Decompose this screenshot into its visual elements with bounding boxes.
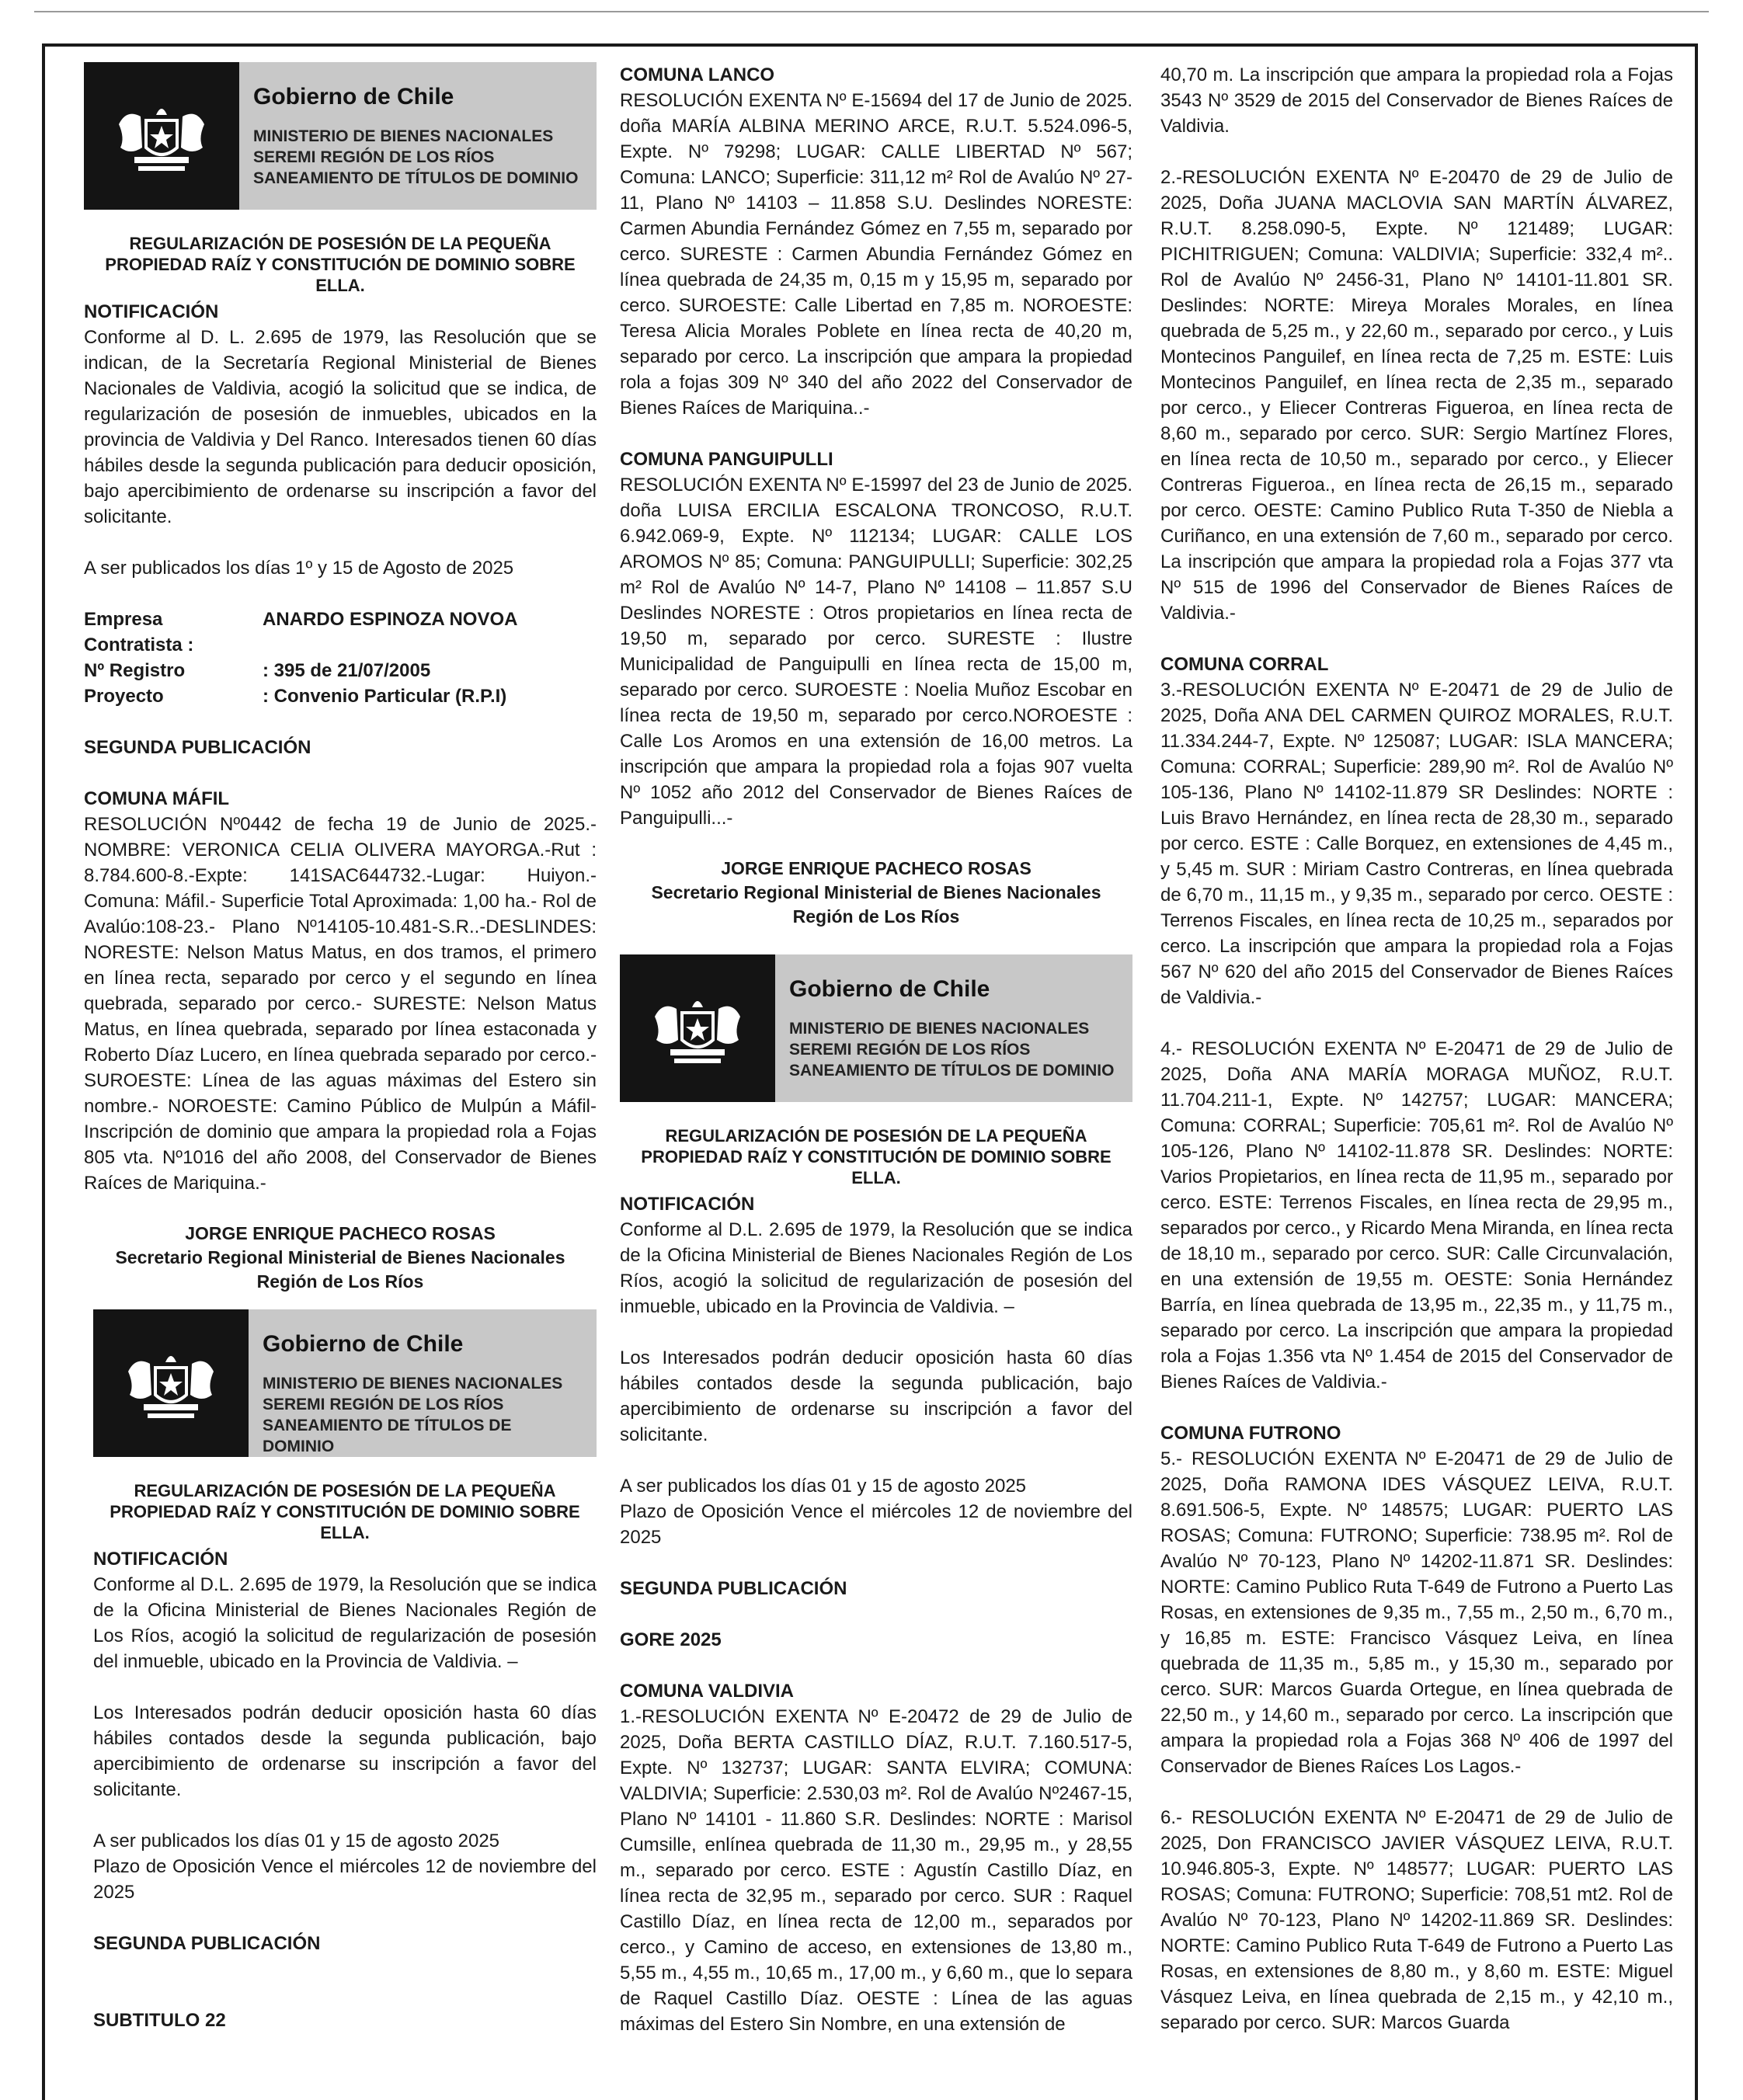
- comuna-panguipulli-heading: COMUNA PANGUIPULLI: [620, 449, 833, 470]
- registro-row: Nº Registro : 395 de 21/07/2005: [84, 660, 431, 681]
- empresa-row: Empresa Contratista : ANARDO ESPINOZA NOVOA: [84, 609, 518, 655]
- dept-line: SANEAMIENTO DE TÍTULOS DE DOMINIO: [253, 169, 579, 187]
- signature-block: JORGE ENRIQUE PACHECO ROSAS Secretario Regional Ministerial de Bienes Nacionales Región de Los Ríos: [115, 1223, 565, 1292]
- chile-coat-of-arms-logo: [620, 954, 775, 1102]
- banner-text: Gobierno de Chile MINISTERIO DE BIENES NACIONALES SEREMI REGIÓN DE LOS RÍOS SANEAMIENTO DE TÍTULOS DE DOMINIO: [249, 1309, 597, 1457]
- plazo-text-2: Plazo de Oposición Vence el miércoles 12 de noviembre del 2025: [620, 1501, 1132, 1548]
- column-2: [620, 62, 1132, 2037]
- resolucion-futrono-5: 5.- RESOLUCIÓN EXENTA Nº E-20471 de 29 de Julio de 2025, Doña RAMONA IDES VÁSQUEZ LEIVA, R.U.T. 8.691.506-5, Expte. Nº 148575; LUGAR: PUERTO LAS ROSAS; Comuna: FUTRONO; Superficie: 738.95 m². Rol de Avalúo Nº 70-123, Plano Nº 14202-11.871 SR. Deslindes: NORTE: Camino Publico Ruta T-649 de Futrono a Puerto Las Rosas, en extensiones de 9,35 m., 7,55 m., 2,50 m., 6,70 m., y 16,85 m. ESTE: Francisco Vásquez Leiva, en línea quebrada de 11,35 m., 5,85 m., y 15,30 m., separado por cerco. SUR: Marcos Guarda Ortegue, en línea quebrada de 22,50 m., y 14,60 m., separado por cerco. La inscripción que ampara la propiedad rola a Fojas 368 Nº 406 de 1997 del Conservador de Bienes Raíces Los Lagos.-: [1160, 1448, 1673, 1777]
- segunda-publicacion-3: SEGUNDA PUBLICACIÓN: [620, 1578, 847, 1599]
- comuna-corral-heading: COMUNA CORRAL: [1160, 654, 1329, 675]
- resolucion-corral-4: 4.- RESOLUCIÓN EXENTA Nº E-20471 de 29 de Julio de 2025, Doña ANA MARÍA MORAGA MUÑOZ, R.U.T. 11.704.211-1, Expte. Nº 142757; LUGAR: MANCERA; Comuna: CORRAL; Superficie: 705,61 m². Rol de Avalúo Nº 105-126, Plano Nº 14102-11.878 SR. Deslindes: NORTE: Varios Propietarios, en línea recta de 11,95 m., separado por cerco. ESTE: Terrenos Fiscales, en línea recta de 29,95 m., separados por cerco., y Ricardo Mena Miranda, en línea recta de 18,10 m., separado por cerco. SUR: Calle Circunvalación, en una extensión de 19,55 m. OESTE: Sonia Hernández Barría, en línea quebrada de 13,95 m., 22,35 m., y 11,75 m., separado por cerco. La inscripción que ampara la propiedad rola a Fojas 1.356 vta Nº 1.454 de 2015 del Conservador de Bienes Raíces de Valdivia.-: [1160, 1038, 1673, 1392]
- oposicion-text: Los Interesados podrán deducir oposición hasta 60 días hábiles contados desde la segunda publicación, bajo apercibimiento de ordenarse su inscripción a favor del solicitante.: [93, 1702, 597, 1800]
- reg-title-3: REGULARIZACIÓN DE POSESIÓN DE LA PEQUEÑA PROPIEDAD RAÍZ Y CONSTITUCIÓN DE DOMINIO SOBRE ELLA.: [641, 1126, 1112, 1187]
- intro-text: Conforme al D. L. 2.695 de 1979, las Resolución que se indican, de la Secretaría Regional Ministerial de Bienes Nacionales de Valdivia, acogió la solicitud que se indica, de regularización de posesión de inmuebles, ubicados en la provincia de Valdivia y Del Ranco. Interesados tienen 60 días hábiles desde la segunda publicación para deducir oposición, bajo apercibimiento de ordenarse su inscripción a favor del solicitante.: [84, 327, 597, 527]
- notificacion-heading-3: NOTIFICACIÓN: [620, 1194, 755, 1215]
- chile-coat-of-arms-logo: [84, 62, 239, 210]
- banner-text: [239, 62, 597, 210]
- resolucion-panguipulli: RESOLUCIÓN EXENTA Nº E-15997 del 23 de Junio de 2025. doña LUISA ERCILIA ESCALONA TRONCOSO, R.U.T. 6.942.069-9, Expte. Nº 112134; LUGAR: CALLE LOS AROMOS Nº 85; Comuna: PANGUIPULLI; Superficie: 302,25 m² Rol de Avalúo Nº 14-7, Plano Nº 14108 – 11.857 S.U Deslindes NORESTE : Otros propietarios en línea recta de 19,50 m, separado por cerco. SURESTE : Ilustre Municipalidad de Panguipulli en línea recta de 15,00 m, separado por cerco. SUROESTE : Noelia Muñoz Escobar en línea recta de 19,50 m, separado por cerco.NOROESTE : Calle Los Aromos en una extensión de 16,00 metros. La inscripción que ampara la propiedad rola a fojas 907 vuelta Nº 1052 año 2012 del Conservador de Bienes Raíces de Panguipulli...-: [620, 475, 1132, 829]
- coat-of-arms-icon: [113, 1340, 229, 1426]
- signature-block-2: JORGE ENRIQUE PACHECO ROSAS Secretario Regional Ministerial de Bienes Nacionales Región de Los Ríos: [651, 858, 1101, 927]
- gov-banner-2: [93, 1309, 597, 1457]
- comuna-futrono-heading: COMUNA FUTRONO: [1160, 1423, 1341, 1444]
- reg-title-2: REGULARIZACIÓN DE POSESIÓN DE LA PEQUEÑA PROPIEDAD RAÍZ Y CONSTITUCIÓN DE DOMINIO SOBRE ELLA.: [110, 1481, 580, 1542]
- chile-coat-of-arms-logo: [93, 1309, 249, 1457]
- coat-of-arms-icon: [639, 986, 756, 1071]
- comuna-lanco-heading: COMUNA LANCO: [620, 64, 775, 85]
- gore-heading: GORE 2025: [620, 1629, 722, 1650]
- notificacion-heading: NOTIFICACIÓN: [84, 301, 219, 322]
- comuna-valdivia-heading: COMUNA VALDIVIA: [620, 1681, 794, 1702]
- column-3: [1160, 62, 1673, 2036]
- ministry-line: MINISTERIO DE BIENES NACIONALES: [253, 127, 554, 145]
- publication-dates: A ser publicados los días 1º y 15 de Agosto de 2025: [84, 558, 514, 579]
- resolucion-valdivia-1-cont: 40,70 m. La inscripción que ampara la propiedad rola a Fojas 3543 Nº 3529 de 2015 del Conservador de Bienes Raíces de Valdivia.: [1160, 64, 1673, 137]
- reg-title: REGULARIZACIÓN DE POSESIÓN DE LA PEQUEÑA PROPIEDAD RAÍZ Y CONSTITUCIÓN DE DOMINIO SOBRE ELLA.: [105, 234, 576, 295]
- oposicion-text-2: Los Interesados podrán deducir oposición hasta 60 días hábiles contados desde la segunda publicación, bajo apercibimiento de ordenarse su inscripción a favor del solicitante.: [620, 1347, 1132, 1445]
- resolucion-futrono-6: 6.- RESOLUCIÓN EXENTA Nº E-20471 de 29 de Julio de 2025, Don FRANCISCO JAVIER VÁSQUEZ LEIVA, R.U.T. 10.946.805-3, Expte. Nº 148577; LUGAR: PUERTO LAS ROSAS; Comuna: FUTRONO; Superficie: 708,51 mt2. Rol de Avalúo Nº 70-123, Plano Nº 14202-11.869 SR. Deslindes: NORTE: Camino Publico Ruta T-649 de Futrono a Puerto Las Rosas, en extensiones de 8,80 m., y 8,60 m. ESTE: Miguel Vásquez Leiva, en línea quebrada de 2,15 m., y 42,10 m., separado por cerco. SUR: Marcos Guarda: [1160, 1807, 1673, 2033]
- publication-dates-3: A ser publicados los días 01 y 15 de agosto 2025: [620, 1476, 1027, 1497]
- resolucion-valdivia-1: 1.-RESOLUCIÓN EXENTA Nº E-20472 de 29 de Julio de 2025, Doña BERTA CASTILLO DÍAZ, R.U.T. 7.160.517-5, Expte. Nº 132737; LUGAR: SANTA ELVIRA; COMUNA: VALDIVIA; Superficie: 2.530,03 m². Rol de Avalúo Nº2467-15, Plano Nº 14101 - 11.860 S.R. Deslindes: NORTE : Marisol Cumsille, enlínea quebrada de 11,30 m., 29,95 m., y 28,55 m., separado por cerco. ESTE : Agustín Castillo Díaz, en línea recta de 32,95 m., separado por cerco. SUR : Raquel Castillo Díaz, en línea recta de 12,00 m., separados por cerco., y Camino de acceso, en extensiones de 13,80 m., 5,55 m., 4,55 m., 10,65 m., 17,00 m., y 6,60 m., que lo separa de Raquel Castillo Díaz. OESTE : Línea de las aguas máximas del Estero Sin Nombre, en una extensión de: [620, 1706, 1132, 2035]
- segunda-publicacion-2: SEGUNDA PUBLICACIÓN: [93, 1933, 321, 1954]
- segunda-publicacion: SEGUNDA PUBLICACIÓN: [84, 737, 311, 758]
- notificacion-heading-2: NOTIFICACIÓN: [93, 1549, 228, 1570]
- resolucion-corral-3: 3.-RESOLUCIÓN EXENTA Nº E-20471 de 29 de Julio de 2025, Doña ANA DEL CARMEN QUIROZ MORALES, R.U.T. 11.334.244-7, Expte. Nº 125087; LUGAR: ISLA MANCERA; Comuna: CORRAL; Superficie: 289,90 m². Rol de Avalúo Nº 105-136, Plano Nº 14102-11.879 SR Deslindes: NORTE : Luis Bravo Hernández, en línea recta de 28,30 m., separado por cerco. ESTE : Calle Borquez, en extensiones de 4,45 m., y 5,45 m. SUR : Miriam Castro Contreras, en línea quebrada de 6,70 m., 11,15 m., y 9,35 m., separado por cerco. OESTE : Terrenos Fiscales, en línea recta de 10,25 m., separados por cerco. La inscripción que ampara la propiedad rola a Fojas 567 Nº 620 del año 2015 del Conservador de Bienes Raíces de Valdivia.-: [1160, 680, 1673, 1008]
- comuna-mafil-heading: COMUNA MÁFIL: [84, 788, 230, 809]
- plazo-text: Plazo de Oposición Vence el miércoles 12 de noviembre del 2025: [93, 1856, 597, 1903]
- subtitulo-heading: SUBTITULO 22: [93, 2010, 226, 2031]
- intro-text-2: Conforme al D.L. 2.695 de 1979, la Resolución que se indica de la Oficina Ministerial de Bienes Nacionales Región de Los Ríos, acogió la solicitud de regularización de posesión del inmueble, ubicado en la Provincia de Valdivia. –: [93, 1574, 597, 1672]
- coat-of-arms-icon: [103, 93, 220, 179]
- intro-text-3: Conforme al D.L. 2.695 de 1979, la Resolución que se indica de la Oficina Ministerial de Bienes Nacionales Región de Los Ríos, acogió la solicitud de regularización de posesión del inmueble, ubicado en la Provincia de Valdivia. –: [620, 1219, 1132, 1317]
- gov-title: Gobierno de Chile: [253, 84, 454, 110]
- resolucion-valdivia-2: 2.-RESOLUCIÓN EXENTA Nº E-20470 de 29 de Julio de 2025, Doña JUANA MACLOVIA SAN MARTÍN ÁLVAREZ, R.U.T. 8.258.090-5, Expte. Nº 121489; LUGAR: PICHITRIGUEN; Comuna: VALDIVIA; Superficie: 332,4 m².. Rol de Avalúo Nº 2456-31, Plano Nº 14101-11.801 SR. Deslindes: NORTE: Mireya Morales Morales, en línea quebrada de 5,25 m., y 22,60 m., separado por cerco., y Luis Montecinos Panguilef, en línea recta de 7,25 m. ESTE: Luis Montecinos Panguilef, en línea recta de 2,35 m., separado por cerco., y Eliecer Contreras Figueroa, en línea recta de 8,60 m., separado por cerco. SUR: Sergio Martínez Flores, en línea recta de 10,50 m., separado por cerco., y Eliecer Contreras Figueroa., en línea recta de 26,15 m., separado por cerco. OESTE: Camino Publico Ruta T-350 de Niebla a Curiñanco, en una extensión de 7,60 m., separado por cerco. La inscripción que ampara la propiedad rola a Fojas 377 vta Nº 515 de 1996 del Conservador de Bienes Raíces de Valdivia.-: [1160, 167, 1673, 624]
- seremi-line: SEREMI REGIÓN DE LOS RÍOS: [253, 148, 495, 166]
- publication-dates-2: A ser publicados los días 01 y 15 de agosto 2025: [93, 1831, 500, 1851]
- banner-text: Gobierno de Chile MINISTERIO DE BIENES NACIONALES SEREMI REGIÓN DE LOS RÍOS SANEAMIENTO DE TÍTULOS DE DOMINIO: [775, 954, 1132, 1102]
- resolucion-lanco: RESOLUCIÓN EXENTA Nº E-15694 del 17 de Junio de 2025. doña MARÍA ALBINA MERINO ARCE, R.U.T. 5.524.096-5, Expte. Nº 79298; LUGAR: CALLE LIBERTAD Nº 567; Comuna: LANCO; Superficie: 311,12 m² Rol de Avalúo Nº 27-11, Plano Nº 14103 – 11.858 S.U. Deslindes NORESTE: Carmen Abundia Fernández Gómez en 7,55 m, separado por cerco. SURESTE : Carmen Abundia Fernández Gómez en línea quebrada de 24,35 m, 0,15 m y 15,95 m, separado por cerco. SUROESTE: Calle Libertad en 7,85 m. NOROESTE: Teresa Alicia Morales Poblete en línea recta de 40,20 m, separado por cerco. La inscripción que ampara la propiedad rola a fojas 309 Nº 340 del año 2022 del Conservador de Bienes Raíces de Mariquina..-: [620, 90, 1132, 419]
- proyecto-row: Proyecto : Convenio Particular (R.P.I): [84, 686, 507, 707]
- top-rule: [34, 11, 1709, 12]
- gov-banner-3: [620, 954, 1132, 1102]
- resolucion-mafil: RESOLUCIÓN Nº0442 de fecha 19 de Junio de 2025.- NOMBRE: VERONICA CELIA OLIVERA MAYORGA.-Rut : 8.784.600-8.-Expte: 141SAC644732.-Lugar: Huiyon.- Comuna: Máfil.- Superficie Total Aproximada: 1,00 ha.- Rol de Avalúo:108-23.- Plano Nº14105-10.481-S.R..-DESLINDES: NORESTE: Nelson Matus Matus, en dos tramos, el primero en línea recta, separado por cerco y el segundo en línea quebrada, separado por cerco.- SURESTE: Nelson Matus Matus, en línea quebrada, separado por línea estaconada y Roberto Díaz Lucero, en línea quebrada separado por cerco.-SUROESTE: Línea de las aguas máximas del Estero sin nombre.- NOROESTE: Camino Público de Mulpún a Máfil- Inscripción de dominio que ampara la propiedad rola a Fojas 805 vta. Nº1016 del año 2008, del Conservador de Bienes Raíces de Mariquina.-: [84, 814, 597, 1194]
- column-1: [84, 62, 597, 2033]
- gov-banner: [84, 62, 597, 210]
